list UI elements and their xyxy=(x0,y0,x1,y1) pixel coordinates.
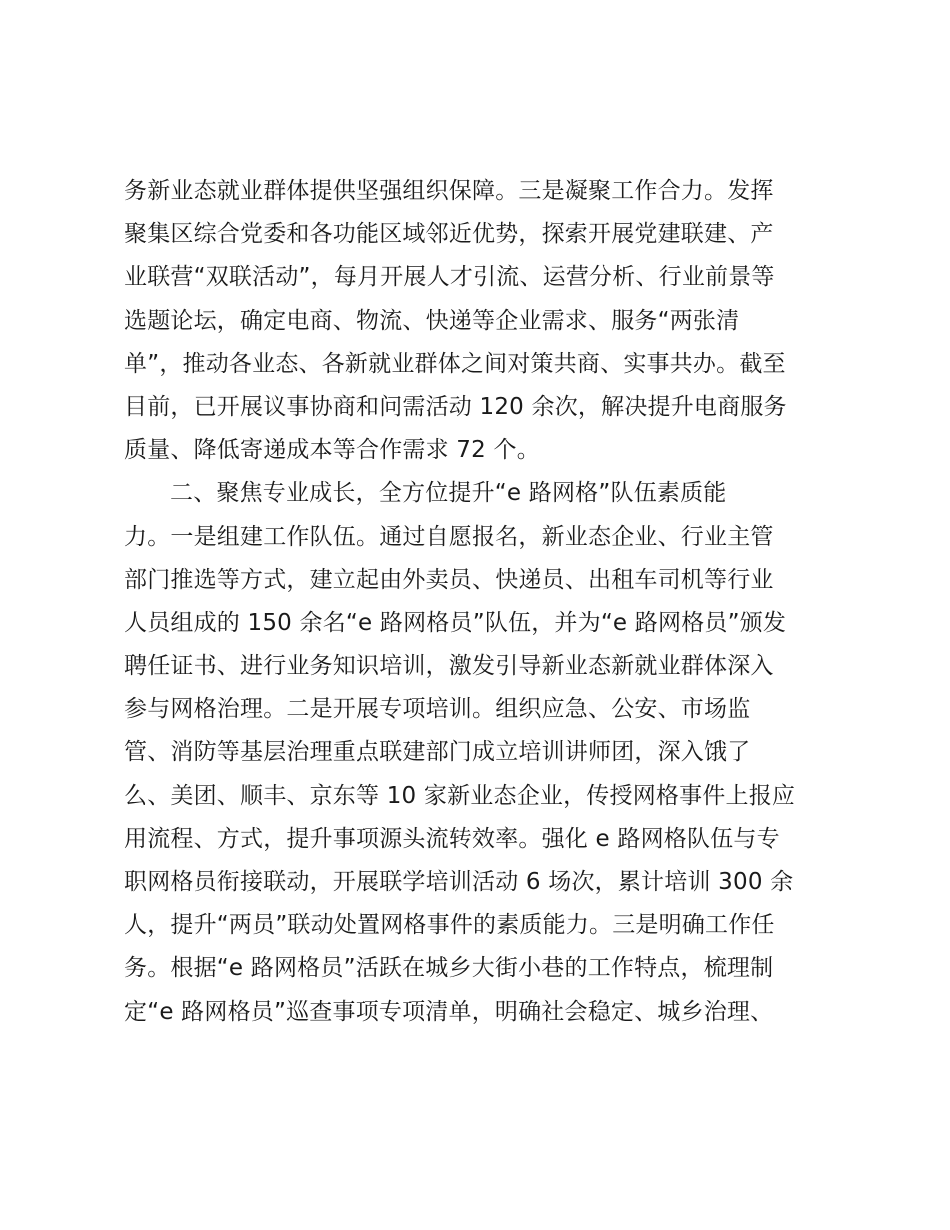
text-line: 业联营“双联活动”，每月开展人才引流、运营分析、行业前景等 xyxy=(124,264,775,291)
text-line: 聚集区综合党委和各功能区域邻近优势，探索开展党建联建、产 xyxy=(124,221,774,248)
section-heading-line: 二、聚焦专业成长，全方位提升“e 路网格”队伍素质能 xyxy=(170,480,727,507)
text-line: 目前，已开展议事协商和问需活动 120 余次，解决提升电商服务 xyxy=(124,393,787,420)
text-line: 部门推选等方式，建立起由外卖员、快递员、出租车司机等行业 xyxy=(124,566,774,593)
text-line: 力。一是组建工作队伍。通过自愿报名，新业态企业、行业主管 xyxy=(124,523,774,550)
body-text xyxy=(124,170,844,1034)
text-line: 么、美团、顺丰、京东等 10 家新业态企业，传授网格事件上报应 xyxy=(124,782,796,809)
text-line: 定“e 路网格员”巡查事项专项清单，明确社会稳定、城乡治理、 xyxy=(124,998,774,1025)
text-line: 用流程、方式，提升事项源头流转效率。强化 e 路网格队伍与专 xyxy=(124,825,780,852)
text-line: 质量、降低寄递成本等合作需求 72 个。 xyxy=(124,437,540,464)
text-line: 管、消防等基层治理重点联建部门成立培训讲师团，深入饿了 xyxy=(124,739,751,766)
text-line: 务新业态就业群体提供坚强组织保障。三是凝聚工作合力。发挥 xyxy=(124,178,774,204)
text-line: 人，提升“两员”联动处置网格事件的素质能力。三是明确工作任 xyxy=(124,912,775,939)
text-line: 职网格员衔接联动，开展联学培训活动 6 场次，累计培训 300 余 xyxy=(124,869,794,895)
text-line: 聘任证书、进行业务知识培训，激发引导新业态新就业群体深入 xyxy=(124,653,774,680)
text-line: 参与网格治理。二是开展专项培训。组织应急、公安、市场监 xyxy=(124,696,751,723)
text-line: 单”，推动各业态、各新就业群体之间对策共商、实事共办。截至 xyxy=(124,350,786,377)
text-line: 务。根据“e 路网格员”活跃在城乡大街小巷的工作特点，梳理制 xyxy=(124,955,774,982)
text-line: 选题论坛，确定电商、物流、快递等企业需求、服务“两张清 xyxy=(124,307,740,334)
text-line: 人员组成的 150 余名“e 路网格员”队伍，并为“e 路网格员”颁发 xyxy=(124,609,787,636)
